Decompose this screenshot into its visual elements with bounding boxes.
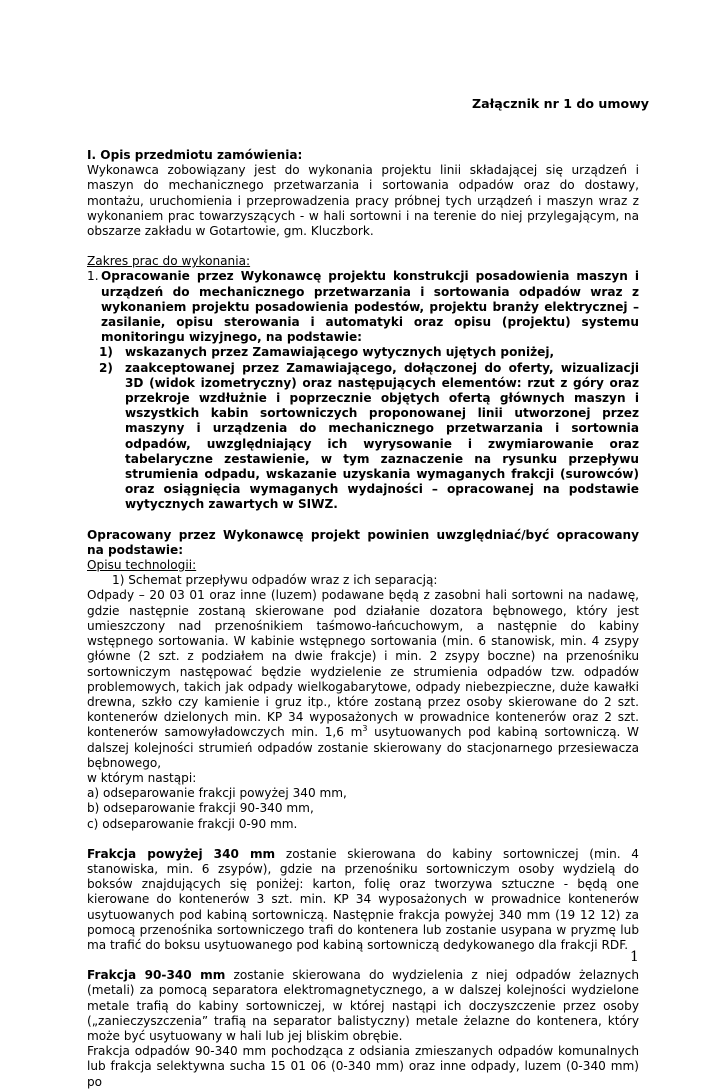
- fraction-label: Frakcja powyżej 340 mm: [87, 846, 276, 861]
- scope-subitem-2: [99, 361, 639, 513]
- separation-c: c) odseparowanie frakcji 0-90 mm.: [87, 816, 298, 831]
- scope-item-1: [87, 269, 639, 345]
- subitem-text: zaakceptowanej przez Zamawiającego, dołączonej do oferty, wizualizacji 3D (widok izometryczny) oraz następujących elementów: rzut z góry oraz przekroje wzdłużnie i poprzecznie objętych ofertą głównych maszyn i wszystkich kabin sortowniczych proponowanej linii utworzonej przez maszyny i urządzenia do mechanicznego przetwarzania i sortownia odpadów, uwzględniający ich wyrysowanie i zwymiarowanie oraz tabelaryczne zestawienie, w tym zaznaczenie na rysunku przepływu strumienia odpadu, wskazanie uzyskania wymaganych frakcji (surowców) oraz osiągnięcia wymaganych wydajności – opracowanej na podstawie wytycznych zawartych w SIWZ.: [125, 360, 639, 512]
- document-body: [87, 148, 639, 1090]
- fraction-90-paragraph: Frakcja 90-340 mm zostanie skierowana do wydzielenia z niej odpadów żelaznych (metali) za pomocą separatora elektromagnetycznego, a w dalszej kolejności wydzielone metale trafią do kabiny sortowniczej, w której nastąpi ich doczyszczenie przez osoby („zanieczyszczenia” trafią na separator balistyczny) metale żelazne do kontenera, który może być usytuowany w hali lub jej bliskim obrębie.: [87, 968, 639, 1043]
- superscript: 3: [362, 724, 368, 734]
- where-text: w którym nastąpi:: [87, 770, 197, 785]
- design-heading: Opracowany przez Wykonawcę projekt powinien uwzględniać/być opracowany na podstawie:: [87, 527, 639, 557]
- fraction-90-paragraph-2: Frakcja odpadów 90-340 mm pochodząca z odsiania zmieszanych odpadów komunalnych lub frakcja selektywna sucha 15 01 06 (0-340 mm) oraz inne odpady, luzem (0-340 mm) po: [87, 1044, 639, 1089]
- subitem-number: 1): [99, 345, 113, 360]
- page-number: 1: [630, 949, 639, 965]
- intro-paragraph: Wykonawca zobowiązany jest do wykonania projektu linii składającej się urządzeń i maszyn do mechanicznego przetwarzania i sortowania odpadów oraz do dostawy, montażu, uruchomienia i przeprowadzenia pracy próbnej tych urządzeń i maszyn wraz z wykonaniem prac towarzyszących - w hali sortowni i na terenie do niej przylegającym, na obszarze zakładu w Gotartowie, gm. Kluczbork.: [87, 163, 639, 239]
- schema-item: 1) Schemat przepływu odpadów wraz z ich separacją:: [112, 573, 438, 588]
- separation-a: a) odseparowanie frakcji powyżej 340 mm,: [87, 786, 347, 801]
- fraction-340-paragraph: Frakcja powyżej 340 mm zostanie skierowana do kabiny sortowniczej (min. 4 stanowiska, min. 6 zsypów), gdzie na przenośniku sortowniczym osoby wydzielą do boksów znajdujących się poniżej: karton, folię oraz tworzywa sztuczne - będą one kierowane do kontenerów 3 szt. min. KP 34 wyposażonych w prowadnice kontenerów usytuowanych pod kabiną sortowniczą. Następnie frakcja powyżej 340 mm (19 12 12) za pomocą przenośnika sortowniczego trafi do kontenera lub zostanie usypana w pryzmę lub ma trafić do boksu usytuowanego pod kabiną sortowniczą dedykowanego dla frakcji RDF.: [87, 846, 640, 952]
- scope-item-number: 1.: [87, 269, 99, 284]
- technology-label: Opisu technologii:: [87, 558, 197, 573]
- separation-b: b) odseparowanie frakcji 90-340 mm,: [87, 801, 314, 816]
- section-heading: I. Opis przedmiotu zamówienia:: [87, 148, 303, 162]
- subitem-text: wskazanych przez Zamawiającego wytycznych ujętych poniżej,: [125, 345, 555, 360]
- scope-subitem-1: [99, 345, 639, 360]
- fraction-label: Frakcja 90-340 mm: [87, 968, 226, 983]
- flow-paragraph: Odpady – 20 03 01 oraz inne (luzem) podawane będą z zasobni hali sortowni na nadawę, gdzie następnie zostaną skierowane pod działanie dozatora bębnowego, który jest umieszczony nad przenośnikiem taśmowo-łańcuchowym, a następnie do kabiny wstępnego sortowania. W kabinie wstępnego sortowania (min. 6 stanowisk, min. 4 zsypy główne (2 szt. z podziałem na dwie frakcje) i min. 2 zsypy boczne) na przenośniku sortowniczym następować będzie wydzielenie ze strumienia odpadów tzw. odpadów problemowych, takich jak odpady wielkogabarytowe, odpady niebezpieczne, duże kawałki drewna, szkło czy kamienie i gruz itp., które zostaną przez osoby skierowane do 2 szt. kontenerów dzielonych min. KP 34 wyposażonych w prowadnice kontenerów oraz 2 szt. kontenerów samowyładowczych min. 1,6 $m^3$ usytuowanych pod kabiną sortowniczą. W dalszej kolejności strumień odpadów zostanie skierowany do stacjonarnego przesiewacza bębnowego,: [87, 588, 639, 770]
- subitem-number: 2): [99, 360, 113, 375]
- scope-heading: Zakres prac do wykonania:: [87, 254, 251, 269]
- scope-item-text: Opracowanie przez Wykonawcę projektu konstrukcji posadowienia maszyn i urządzeń do mechanicznego przetwarzania i sortowania odpadów wraz z wykonaniem projektu posadowienia podestów, projektu branży elektrycznej – zasilanie, opisu sterowania i automatyki oraz opisu (projektu) systemu monitoringu wizyjnego, na podstawie:: [101, 269, 639, 345]
- annex-title: Załącznik nr 1 do umowy: [472, 96, 649, 111]
